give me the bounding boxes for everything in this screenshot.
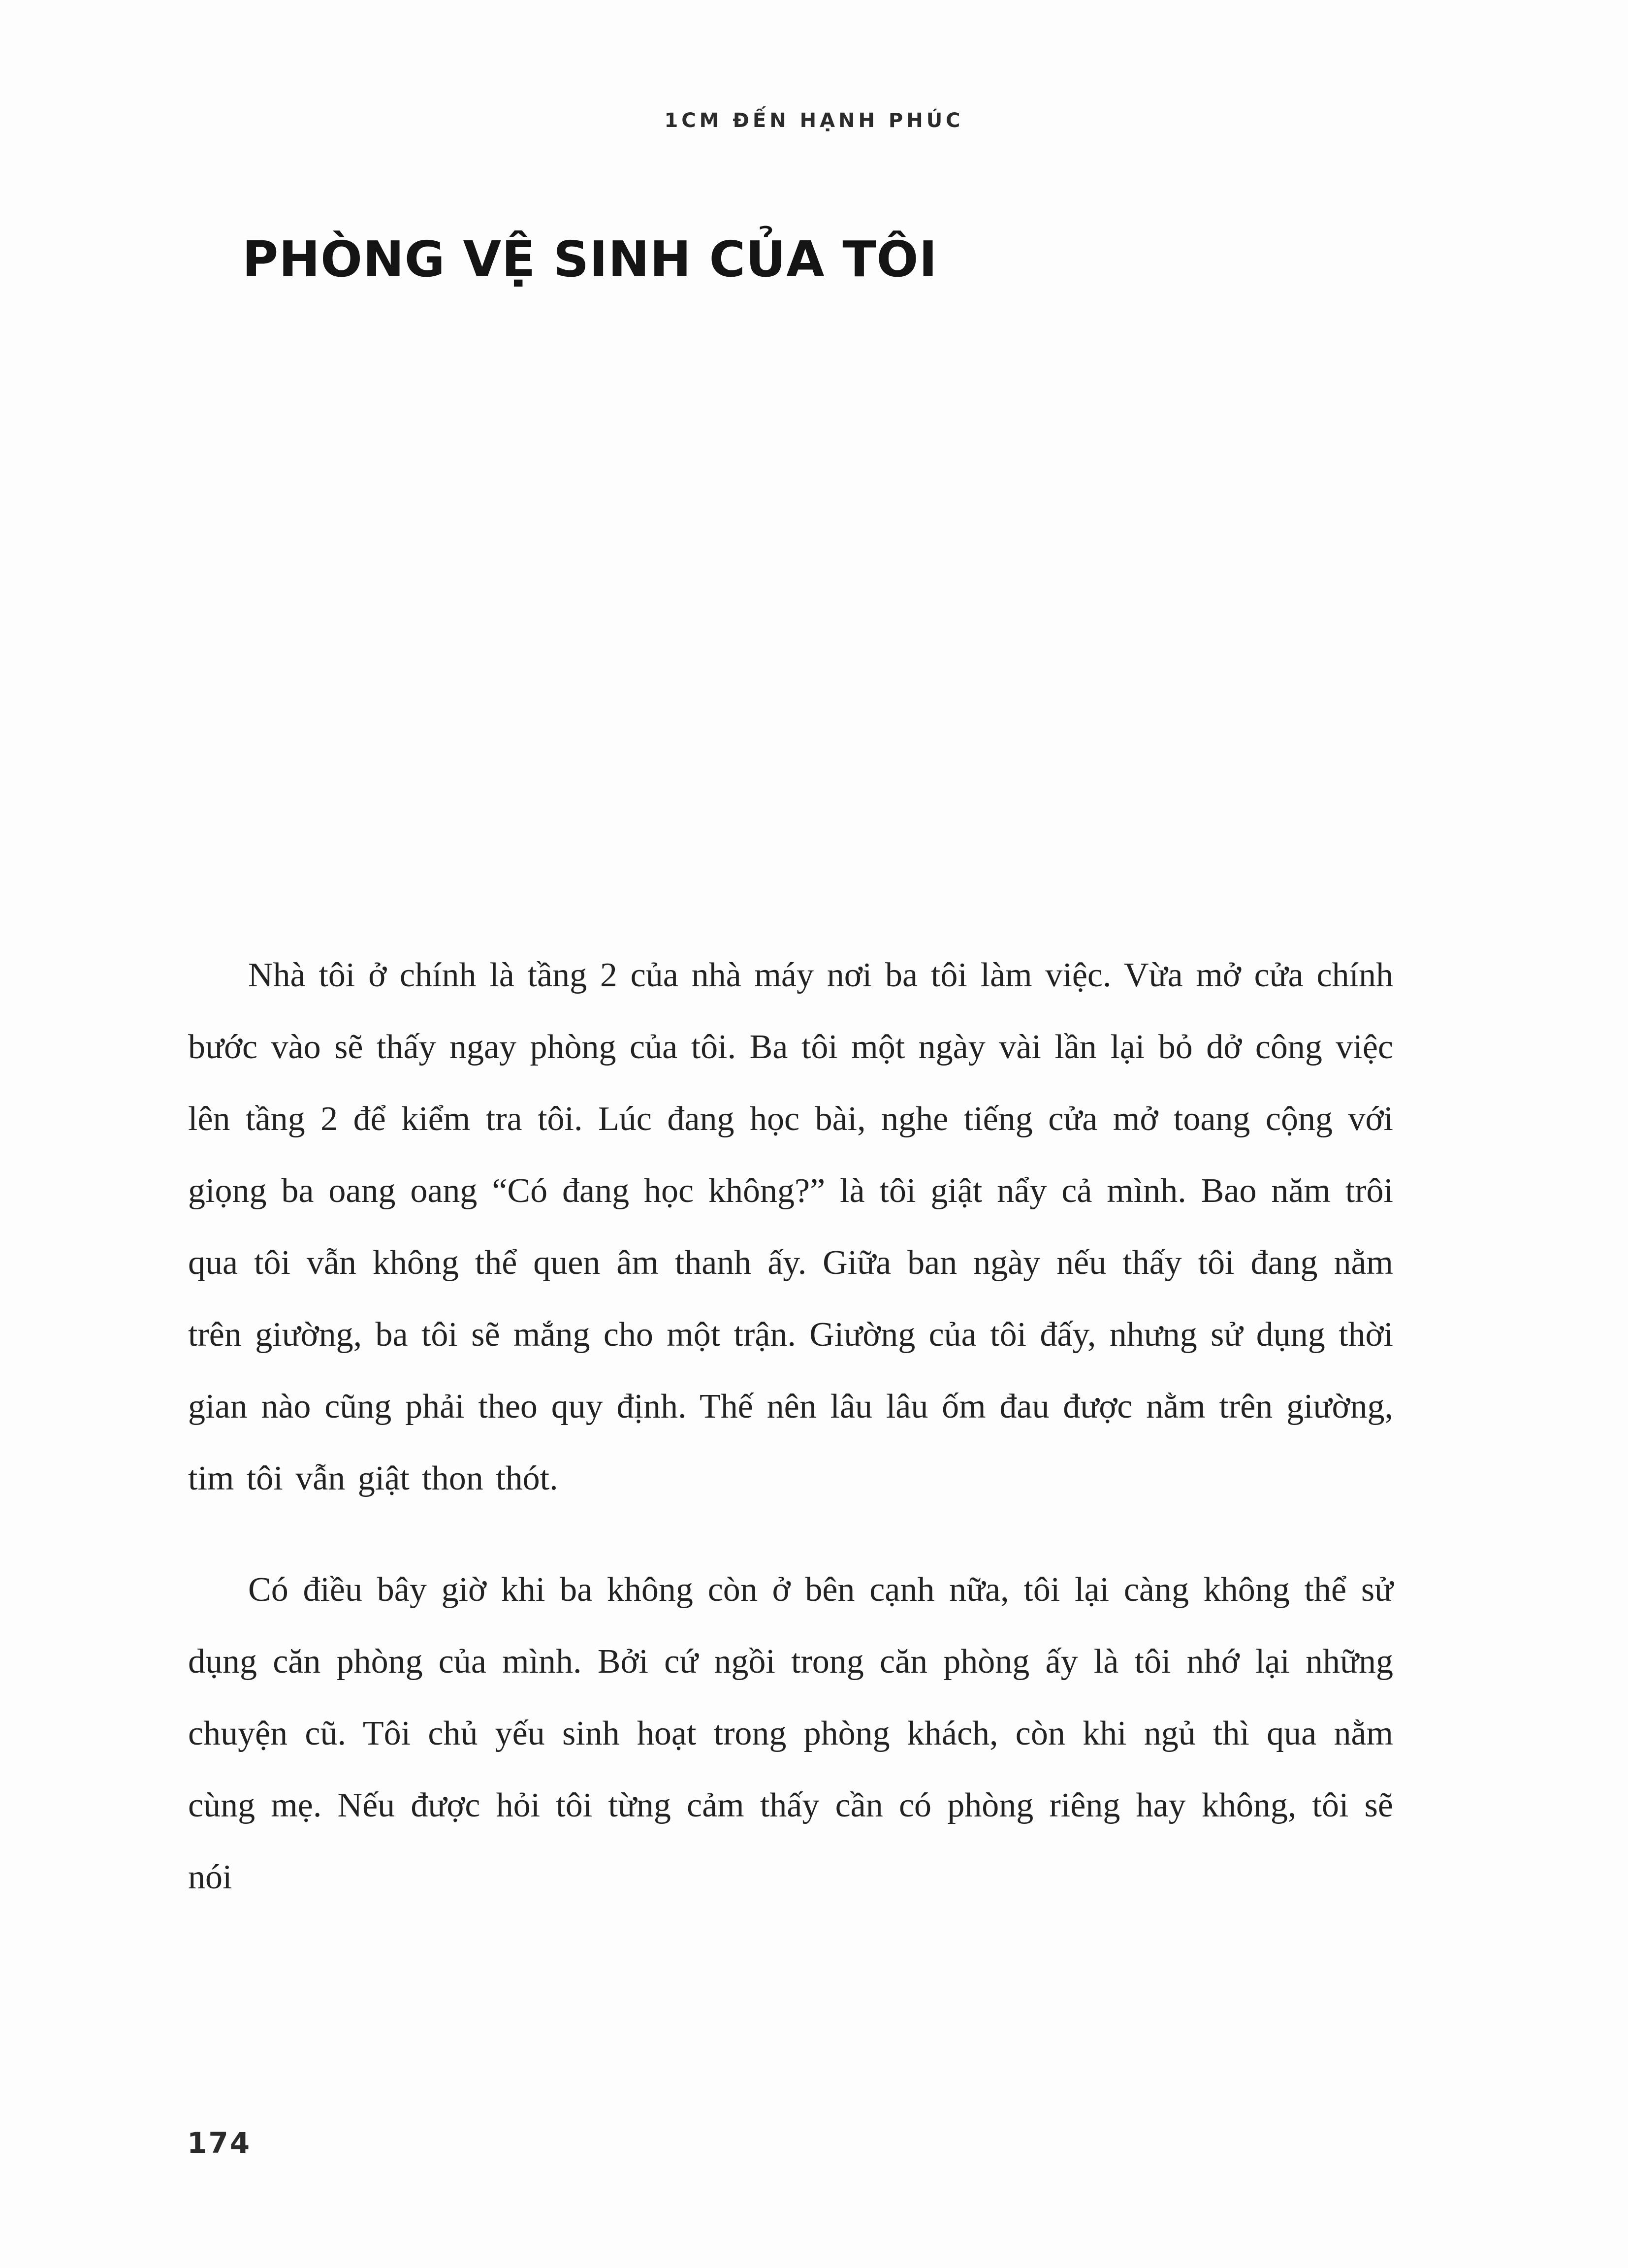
page-number: 174 — [187, 2126, 252, 2160]
body-paragraph-2: Có điều bây giờ khi ba không còn ở bên cạnh nữa, tôi lại càng không thể sử dụng căn phòng của mình. Bởi cứ ngồi trong căn phòng ấy là tôi nhớ lại những chuyện cũ. Tôi chủ yếu sinh hoạt trong phòng khách, còn khi ngủ thì qua nằm cùng mẹ. Nếu được hỏi tôi từng cảm thấy cần có phòng riêng hay không, tôi sẽ nói — [188, 1571, 1393, 1896]
chapter-title: PHÒNG VỆ SINH CỦA TÔI — [242, 230, 938, 288]
running-header: 1CM ĐẾN HẠNH PHÚC — [664, 109, 964, 132]
body-paragraph-1: Nhà tôi ở chính là tầng 2 của nhà máy nơi ba tôi làm việc. Vừa mở cửa chính bước vào sẽ thấy ngay phòng của tôi. Ba tôi một ngày vài lần lại bỏ dở công việc lên tầng 2 để kiểm tra tôi. Lúc đang học bài, nghe tiếng cửa mở toang cộng với giọng ba oang oang “Có đang học không?” là tôi giật nẩy cả mình. Bao năm trôi qua tôi vẫn không thể quen âm thanh ấy. Giữa ban ngày nếu thấy tôi đang nằm trên giường, ba tôi sẽ mắng cho một trận. Giường của tôi đấy, nhưng sử dụng thời gian nào cũng phải theo quy định. Thế nên lâu lâu ốm đau được nằm trên giường, tim tôi vẫn giật thon thót. — [188, 956, 1393, 1497]
body-text — [188, 940, 1393, 1913]
